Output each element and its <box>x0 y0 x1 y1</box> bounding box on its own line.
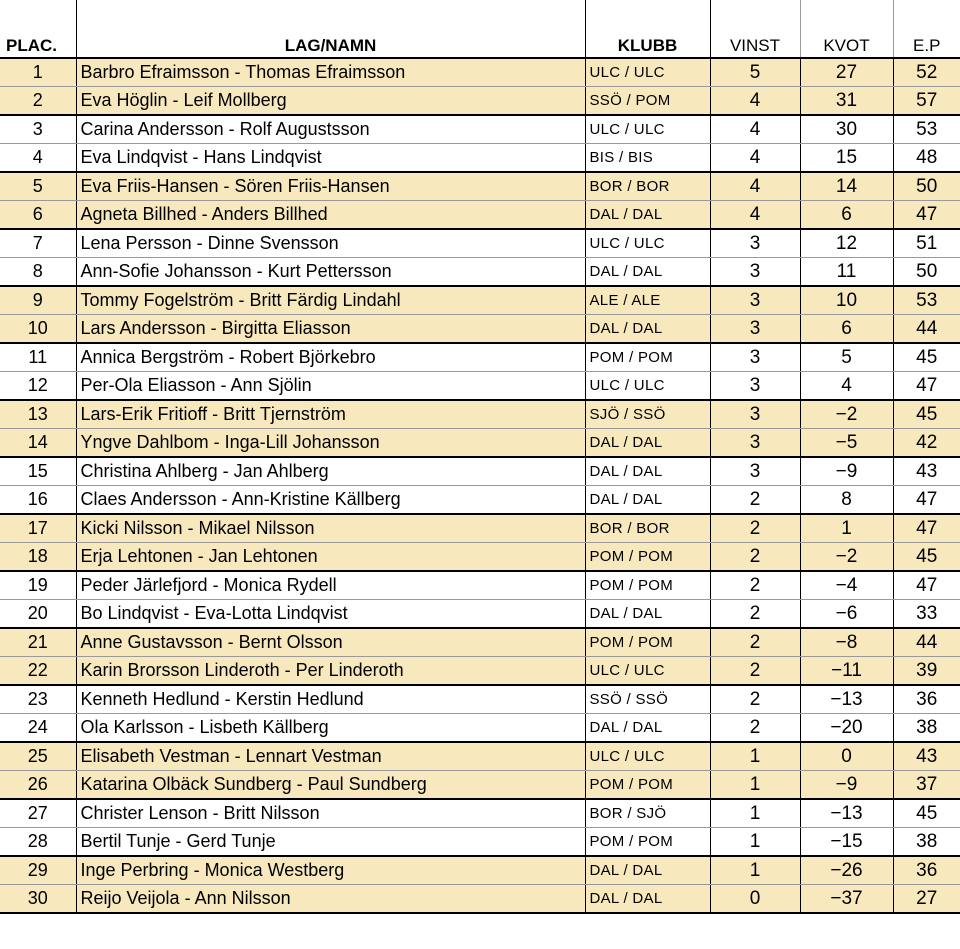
results-body <box>0 58 960 913</box>
cell-kvot: −11 <box>800 657 893 686</box>
cell-kvot: −26 <box>800 856 893 885</box>
cell-ep: 50 <box>893 172 960 201</box>
cell-club: SSÖ / SSÖ <box>585 685 710 714</box>
cell-plac: 24 <box>0 714 76 743</box>
cell-club: ULC / ULC <box>585 657 710 686</box>
cell-club: SSÖ / POM <box>585 87 710 116</box>
cell-club: DAL / DAL <box>585 600 710 629</box>
cell-vinst: 0 <box>710 885 800 914</box>
cell-club: ULC / ULC <box>585 742 710 771</box>
cell-ep: 53 <box>893 115 960 144</box>
cell-kvot: 11 <box>800 258 893 287</box>
cell-plac: 3 <box>0 115 76 144</box>
table-row <box>0 286 960 315</box>
cell-name: Erja Lehtonen - Jan Lehtonen <box>76 543 585 572</box>
table-row <box>0 742 960 771</box>
table-row <box>0 714 960 743</box>
cell-vinst: 1 <box>710 771 800 800</box>
header-ep: E.P <box>893 0 960 58</box>
cell-ep: 47 <box>893 514 960 543</box>
cell-plac: 18 <box>0 543 76 572</box>
cell-club: POM / POM <box>585 343 710 372</box>
table-row <box>0 543 960 572</box>
cell-kvot: −2 <box>800 400 893 429</box>
header-row <box>0 0 960 58</box>
cell-ep: 48 <box>893 144 960 173</box>
cell-vinst: 3 <box>710 258 800 287</box>
cell-vinst: 2 <box>710 685 800 714</box>
cell-kvot: −4 <box>800 571 893 600</box>
cell-vinst: 2 <box>710 657 800 686</box>
cell-name: Lars Andersson - Birgitta Eliasson <box>76 315 585 344</box>
cell-name: Bo Lindqvist - Eva-Lotta Lindqvist <box>76 600 585 629</box>
cell-club: DAL / DAL <box>585 885 710 914</box>
cell-name: Yngve Dahlbom - Inga-Lill Johansson <box>76 429 585 458</box>
cell-vinst: 5 <box>710 58 800 87</box>
cell-vinst: 2 <box>710 628 800 657</box>
cell-name: Anne Gustavsson - Bernt Olsson <box>76 628 585 657</box>
cell-ep: 47 <box>893 486 960 515</box>
cell-kvot: 0 <box>800 742 893 771</box>
cell-club: DAL / DAL <box>585 258 710 287</box>
cell-plac: 26 <box>0 771 76 800</box>
cell-club: BOR / SJÖ <box>585 799 710 828</box>
cell-club: BIS / BIS <box>585 144 710 173</box>
cell-club: DAL / DAL <box>585 486 710 515</box>
cell-name: Christer Lenson - Britt Nilsson <box>76 799 585 828</box>
cell-club: DAL / DAL <box>585 429 710 458</box>
cell-name: Carina Andersson - Rolf Augustsson <box>76 115 585 144</box>
cell-name: Per-Ola Eliasson - Ann Sjölin <box>76 372 585 401</box>
cell-ep: 57 <box>893 87 960 116</box>
cell-plac: 20 <box>0 600 76 629</box>
cell-plac: 21 <box>0 628 76 657</box>
cell-plac: 6 <box>0 201 76 230</box>
cell-kvot: −5 <box>800 429 893 458</box>
cell-name: Kenneth Hedlund - Kerstin Hedlund <box>76 685 585 714</box>
cell-name: Tommy Fogelström - Britt Färdig Lindahl <box>76 286 585 315</box>
cell-kvot: −20 <box>800 714 893 743</box>
cell-vinst: 4 <box>710 144 800 173</box>
cell-ep: 39 <box>893 657 960 686</box>
cell-club: DAL / DAL <box>585 315 710 344</box>
cell-kvot: 4 <box>800 372 893 401</box>
cell-vinst: 2 <box>710 543 800 572</box>
cell-name: Kicki Nilsson - Mikael Nilsson <box>76 514 585 543</box>
cell-name: Claes Andersson - Ann-Kristine Källberg <box>76 486 585 515</box>
cell-club: BOR / BOR <box>585 172 710 201</box>
cell-club: DAL / DAL <box>585 457 710 486</box>
cell-kvot: 12 <box>800 229 893 258</box>
cell-plac: 29 <box>0 856 76 885</box>
cell-kvot: 6 <box>800 201 893 230</box>
cell-plac: 30 <box>0 885 76 914</box>
cell-ep: 47 <box>893 571 960 600</box>
cell-name: Lena Persson - Dinne Svensson <box>76 229 585 258</box>
cell-name: Lars-Erik Fritioff - Britt Tjernström <box>76 400 585 429</box>
cell-kvot: −2 <box>800 543 893 572</box>
table-row <box>0 828 960 857</box>
cell-name: Peder Järlefjord - Monica Rydell <box>76 571 585 600</box>
cell-plac: 11 <box>0 343 76 372</box>
header-club: KLUBB <box>585 0 710 58</box>
cell-name: Katarina Olbäck Sundberg - Paul Sundberg <box>76 771 585 800</box>
cell-kvot: −13 <box>800 799 893 828</box>
cell-plac: 19 <box>0 571 76 600</box>
cell-name: Elisabeth Vestman - Lennart Vestman <box>76 742 585 771</box>
cell-kvot: −9 <box>800 771 893 800</box>
cell-plac: 7 <box>0 229 76 258</box>
cell-ep: 36 <box>893 856 960 885</box>
cell-plac: 13 <box>0 400 76 429</box>
cell-kvot: −13 <box>800 685 893 714</box>
header-kvot: KVOT <box>800 0 893 58</box>
cell-vinst: 3 <box>710 286 800 315</box>
cell-ep: 27 <box>893 885 960 914</box>
cell-vinst: 3 <box>710 429 800 458</box>
table-row <box>0 571 960 600</box>
cell-vinst: 1 <box>710 799 800 828</box>
cell-name: Annica Bergström - Robert Björkebro <box>76 343 585 372</box>
cell-kvot: 30 <box>800 115 893 144</box>
table-row <box>0 315 960 344</box>
cell-plac: 23 <box>0 685 76 714</box>
cell-ep: 43 <box>893 742 960 771</box>
table-row <box>0 600 960 629</box>
cell-club: POM / POM <box>585 828 710 857</box>
cell-kvot: −9 <box>800 457 893 486</box>
cell-plac: 22 <box>0 657 76 686</box>
table-row <box>0 400 960 429</box>
table-row <box>0 229 960 258</box>
cell-ep: 45 <box>893 543 960 572</box>
cell-vinst: 2 <box>710 714 800 743</box>
cell-kvot: 5 <box>800 343 893 372</box>
cell-club: SJÖ / SSÖ <box>585 400 710 429</box>
table-row <box>0 258 960 287</box>
cell-kvot: −37 <box>800 885 893 914</box>
cell-kvot: 1 <box>800 514 893 543</box>
table-row <box>0 771 960 800</box>
table-row <box>0 657 960 686</box>
cell-vinst: 2 <box>710 600 800 629</box>
cell-vinst: 4 <box>710 115 800 144</box>
cell-plac: 9 <box>0 286 76 315</box>
cell-plac: 10 <box>0 315 76 344</box>
cell-club: ULC / ULC <box>585 115 710 144</box>
cell-name: Eva Friis-Hansen - Sören Friis-Hansen <box>76 172 585 201</box>
cell-kvot: 14 <box>800 172 893 201</box>
cell-plac: 2 <box>0 87 76 116</box>
cell-plac: 1 <box>0 58 76 87</box>
table-row <box>0 372 960 401</box>
cell-name: Reijo Veijola - Ann Nilsson <box>76 885 585 914</box>
cell-vinst: 3 <box>710 229 800 258</box>
cell-ep: 47 <box>893 372 960 401</box>
cell-vinst: 3 <box>710 372 800 401</box>
cell-ep: 53 <box>893 286 960 315</box>
table-row <box>0 429 960 458</box>
cell-name: Christina Ahlberg - Jan Ahlberg <box>76 457 585 486</box>
cell-club: ULC / ULC <box>585 372 710 401</box>
cell-club: DAL / DAL <box>585 201 710 230</box>
cell-ep: 44 <box>893 315 960 344</box>
cell-ep: 47 <box>893 201 960 230</box>
cell-ep: 45 <box>893 400 960 429</box>
table-row <box>0 486 960 515</box>
cell-club: ALE / ALE <box>585 286 710 315</box>
cell-plac: 8 <box>0 258 76 287</box>
cell-ep: 45 <box>893 343 960 372</box>
cell-name: Agneta Billhed - Anders Billhed <box>76 201 585 230</box>
cell-ep: 44 <box>893 628 960 657</box>
cell-kvot: 27 <box>800 58 893 87</box>
cell-ep: 36 <box>893 685 960 714</box>
cell-kvot: 8 <box>800 486 893 515</box>
cell-club: POM / POM <box>585 571 710 600</box>
cell-name: Eva Höglin - Leif Mollberg <box>76 87 585 116</box>
cell-club: ULC / ULC <box>585 58 710 87</box>
cell-name: Eva Lindqvist - Hans Lindqvist <box>76 144 585 173</box>
cell-club: POM / POM <box>585 543 710 572</box>
cell-vinst: 2 <box>710 514 800 543</box>
cell-name: Ann-Sofie Johansson - Kurt Pettersson <box>76 258 585 287</box>
cell-ep: 52 <box>893 58 960 87</box>
cell-vinst: 4 <box>710 172 800 201</box>
cell-plac: 5 <box>0 172 76 201</box>
cell-name: Ola Karlsson - Lisbeth Källberg <box>76 714 585 743</box>
cell-plac: 28 <box>0 828 76 857</box>
cell-plac: 27 <box>0 799 76 828</box>
cell-plac: 4 <box>0 144 76 173</box>
cell-kvot: 15 <box>800 144 893 173</box>
cell-plac: 14 <box>0 429 76 458</box>
table-row <box>0 144 960 173</box>
cell-club: DAL / DAL <box>585 714 710 743</box>
cell-ep: 38 <box>893 828 960 857</box>
cell-club: ULC / ULC <box>585 229 710 258</box>
cell-name: Barbro Efraimsson - Thomas Efraimsson <box>76 58 585 87</box>
cell-vinst: 1 <box>710 828 800 857</box>
cell-vinst: 2 <box>710 486 800 515</box>
table-row <box>0 58 960 87</box>
cell-kvot: 31 <box>800 87 893 116</box>
cell-vinst: 3 <box>710 400 800 429</box>
cell-plac: 17 <box>0 514 76 543</box>
table-row <box>0 87 960 116</box>
cell-ep: 37 <box>893 771 960 800</box>
cell-kvot: −15 <box>800 828 893 857</box>
header-vinst: VINST <box>710 0 800 58</box>
cell-vinst: 1 <box>710 856 800 885</box>
cell-club: DAL / DAL <box>585 856 710 885</box>
cell-name: Bertil Tunje - Gerd Tunje <box>76 828 585 857</box>
header-name: LAG/NAMN <box>76 0 585 58</box>
cell-kvot: −6 <box>800 600 893 629</box>
cell-ep: 33 <box>893 600 960 629</box>
cell-ep: 42 <box>893 429 960 458</box>
table-row <box>0 115 960 144</box>
cell-club: BOR / BOR <box>585 514 710 543</box>
table-row <box>0 343 960 372</box>
cell-vinst: 4 <box>710 87 800 116</box>
table-row <box>0 457 960 486</box>
table-row <box>0 885 960 914</box>
table-row <box>0 514 960 543</box>
cell-plac: 16 <box>0 486 76 515</box>
cell-vinst: 2 <box>710 571 800 600</box>
cell-plac: 12 <box>0 372 76 401</box>
cell-club: POM / POM <box>585 771 710 800</box>
cell-kvot: −8 <box>800 628 893 657</box>
cell-plac: 15 <box>0 457 76 486</box>
header-plac: PLAC. <box>0 0 76 58</box>
cell-vinst: 4 <box>710 201 800 230</box>
table-row <box>0 799 960 828</box>
cell-vinst: 3 <box>710 315 800 344</box>
table-row <box>0 172 960 201</box>
cell-vinst: 1 <box>710 742 800 771</box>
cell-plac: 25 <box>0 742 76 771</box>
cell-ep: 51 <box>893 229 960 258</box>
cell-kvot: 10 <box>800 286 893 315</box>
cell-vinst: 3 <box>710 343 800 372</box>
table-row <box>0 685 960 714</box>
cell-ep: 38 <box>893 714 960 743</box>
table-row <box>0 628 960 657</box>
cell-ep: 43 <box>893 457 960 486</box>
cell-vinst: 3 <box>710 457 800 486</box>
table-row <box>0 201 960 230</box>
table-row <box>0 856 960 885</box>
cell-ep: 50 <box>893 258 960 287</box>
cell-ep: 45 <box>893 799 960 828</box>
cell-kvot: 6 <box>800 315 893 344</box>
cell-name: Inge Perbring - Monica Westberg <box>76 856 585 885</box>
cell-name: Karin Brorsson Linderoth - Per Linderoth <box>76 657 585 686</box>
cell-club: POM / POM <box>585 628 710 657</box>
